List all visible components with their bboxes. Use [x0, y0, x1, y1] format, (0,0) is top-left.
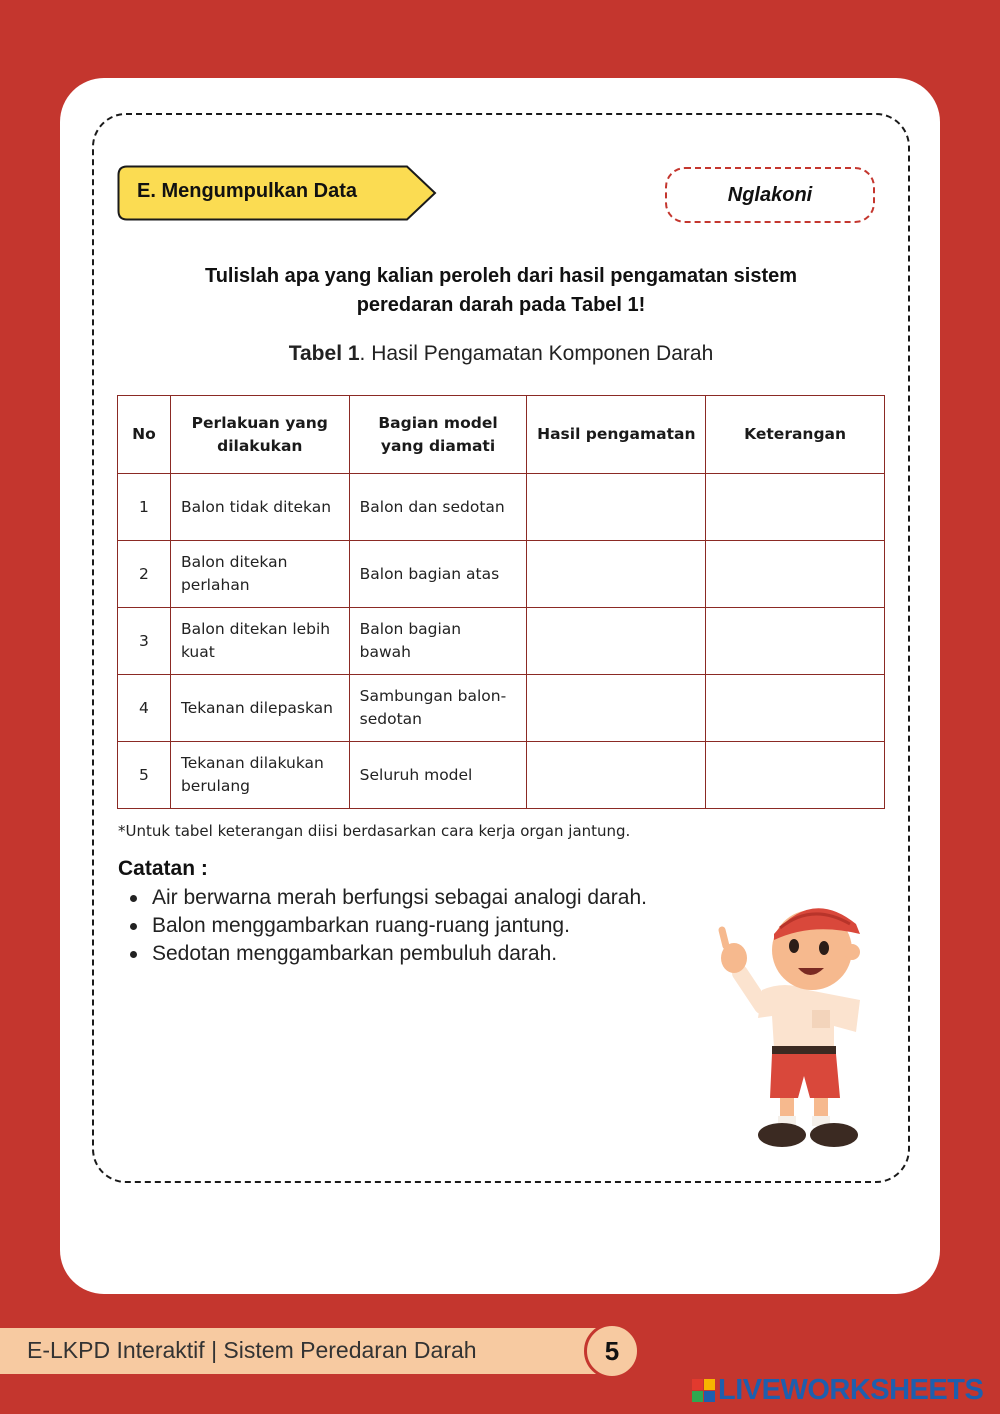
header-bagian	[349, 396, 527, 474]
header-keterangan: Keterangan	[706, 396, 885, 474]
list-item: Sedotan menggambarkan pembuluh darah.	[130, 940, 647, 968]
cell-bagian	[349, 675, 527, 742]
cell-text: sedotan	[359, 710, 422, 728]
table-row	[118, 474, 885, 541]
footer-title: E-LKPD Interaktif | Sistem Peredaran Darah	[27, 1337, 477, 1363]
cell-no: 5	[118, 742, 171, 809]
table-row	[118, 541, 885, 608]
cell-bagian	[349, 541, 527, 608]
cell-text: bawah	[359, 643, 411, 661]
cell-no: 4	[118, 675, 171, 742]
section-tag	[117, 165, 437, 221]
cell-text: Sambungan balon-	[359, 687, 507, 705]
cell-text: berulang	[180, 777, 250, 795]
cell-text: perlahan	[180, 576, 250, 594]
table-row	[118, 675, 885, 742]
list-item: Balon menggambarkan ruang-ruang jantung.	[130, 912, 647, 940]
cell-text: Balon bagian	[359, 620, 462, 638]
cell-bagian	[349, 742, 527, 809]
cell-keterangan-input[interactable]	[706, 608, 885, 675]
table-row	[118, 608, 885, 675]
cell-hasil-input[interactable]	[527, 675, 706, 742]
cell-hasil-input[interactable]	[527, 474, 706, 541]
cell-text: Balon ditekan lebih	[180, 620, 331, 638]
table-row	[118, 742, 885, 809]
cell-hasil-input[interactable]	[527, 541, 706, 608]
table-caption	[140, 342, 862, 366]
cell-no: 2	[118, 541, 171, 608]
cell-hasil-input[interactable]	[527, 608, 706, 675]
cell-text: Balon ditekan	[180, 553, 288, 571]
section-title: E. Mengumpulkan Data	[137, 180, 358, 202]
instruction-line-1: Tulislah apa yang kalian peroleh dari hasil pengamatan sistem	[204, 265, 798, 287]
page-number: 5	[584, 1323, 640, 1379]
table-header-row	[118, 396, 885, 474]
notes-title: Catatan :	[118, 857, 208, 880]
instruction-line-2: peredaran darah pada Tabel 1!	[356, 294, 646, 316]
table-caption-text: . Hasil Pengamatan Komponen Darah	[359, 342, 714, 365]
table-caption-label: Tabel 1	[288, 342, 360, 365]
cell-perlakuan	[170, 541, 349, 608]
cell-no: 3	[118, 608, 171, 675]
observation-table	[117, 395, 885, 809]
cell-no: 1	[118, 474, 171, 541]
cell-text: kuat	[180, 643, 215, 661]
cell-text: Balon tidak ditekan	[180, 497, 332, 516]
header-no: No	[118, 396, 171, 474]
cell-text: Balon dan sedotan	[359, 497, 505, 516]
cell-text: Balon bagian atas	[359, 564, 500, 583]
cell-perlakuan	[170, 608, 349, 675]
cell-perlakuan	[170, 742, 349, 809]
brand-name: LIVEWORKSHEETS	[718, 1373, 984, 1406]
list-item: Air berwarna merah berfungsi sebagai analogi darah.	[130, 884, 647, 912]
cell-bagian	[349, 474, 527, 541]
cell-perlakuan	[170, 474, 349, 541]
cell-text: Seluruh model	[359, 765, 473, 784]
cell-keterangan-input[interactable]	[706, 474, 885, 541]
liveworksheets-icon	[692, 1379, 715, 1402]
activity-badge: Nglakoni	[665, 167, 875, 223]
cell-keterangan-input[interactable]	[706, 675, 885, 742]
cell-bagian	[349, 608, 527, 675]
header-perlakuan	[170, 396, 349, 474]
cell-perlakuan	[170, 675, 349, 742]
header-perlakuan-line-2: dilakukan	[217, 436, 303, 455]
header-bagian-line-1: Bagian model	[378, 413, 498, 432]
header-perlakuan-line-1: Perlakuan yang	[191, 413, 328, 432]
cell-hasil-input[interactable]	[527, 742, 706, 809]
header-bagian-line-2: yang diamati	[380, 436, 496, 455]
cell-keterangan-input[interactable]	[706, 541, 885, 608]
instruction-text	[140, 262, 862, 320]
student-boy-illustration	[700, 888, 870, 1158]
footer-bar	[0, 1328, 600, 1374]
cell-text: Tekanan dilakukan	[180, 754, 324, 772]
cell-keterangan-input[interactable]	[706, 742, 885, 809]
table-footnote: *Untuk tabel keterangan diisi berdasarkan cara kerja organ jantung.	[118, 822, 631, 840]
cell-text: Tekanan dilepaskan	[180, 698, 334, 717]
notes-list	[130, 884, 647, 968]
header-hasil: Hasil pengamatan	[527, 396, 706, 474]
liveworksheets-logo[interactable]	[692, 1374, 983, 1406]
